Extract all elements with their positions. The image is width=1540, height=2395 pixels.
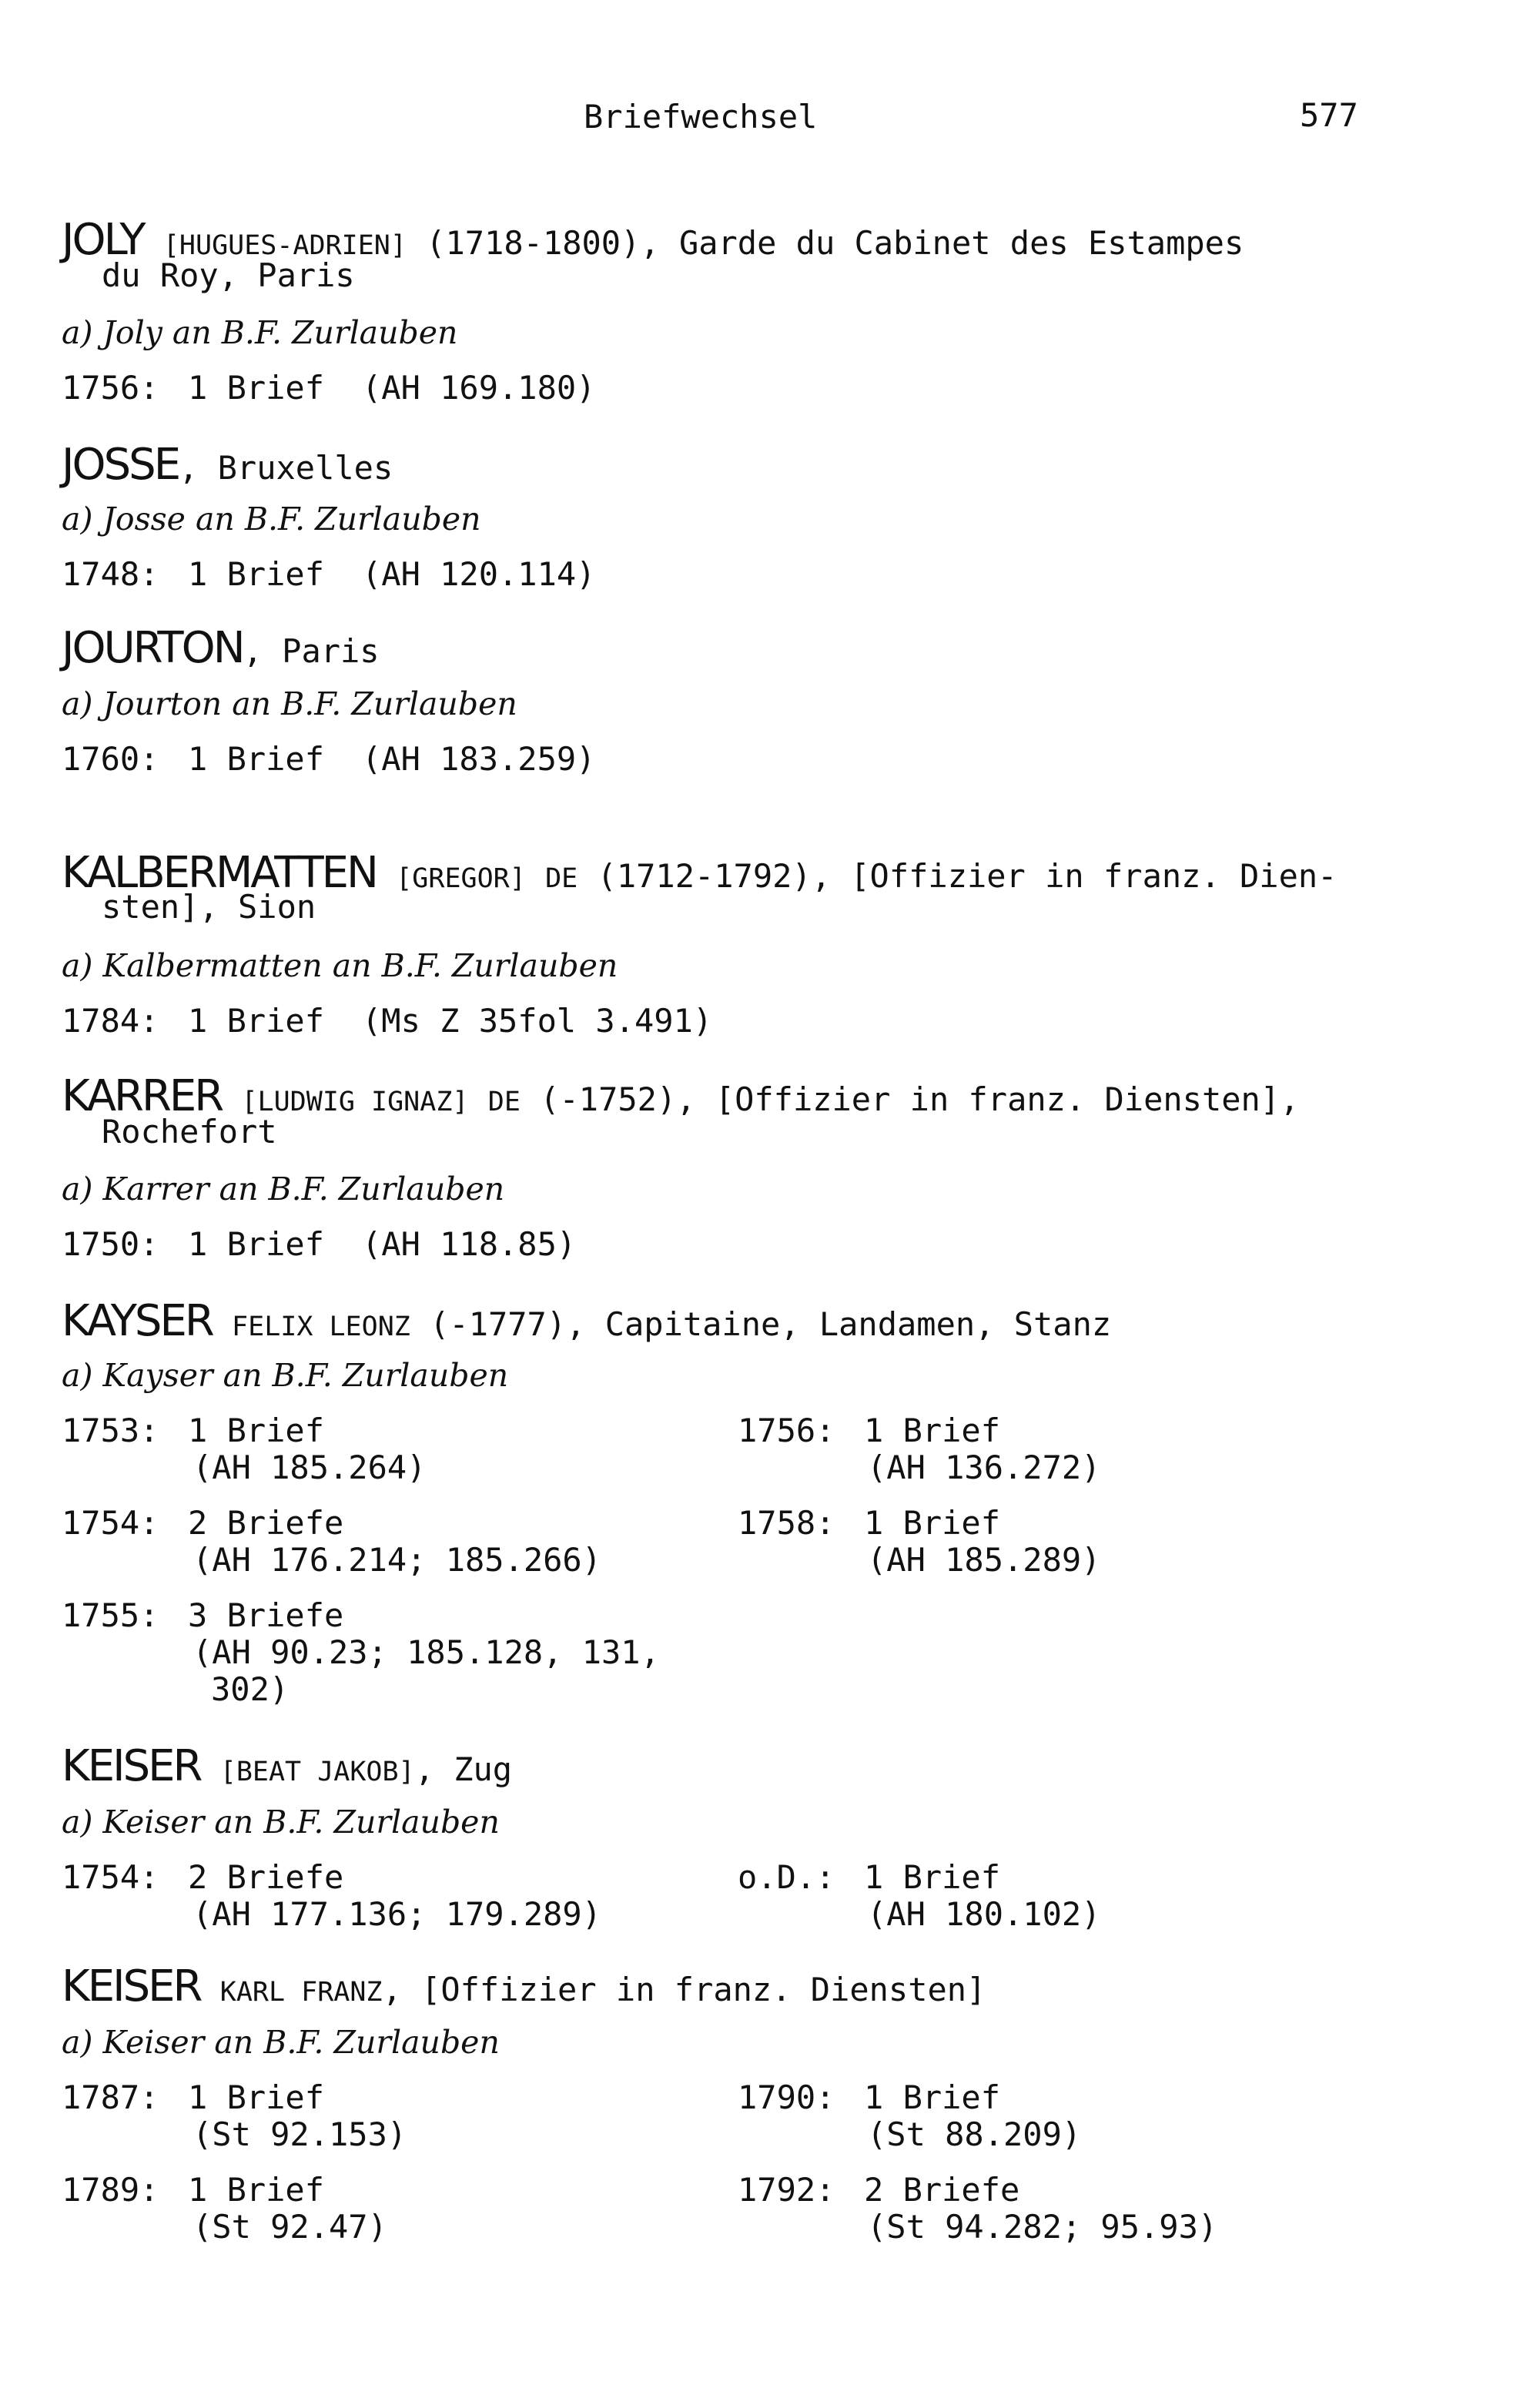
- entry-forenames: FELIX LEONZ: [232, 1311, 410, 1342]
- correspondence-line: a) Joly an B.F. Zurlauben: [62, 314, 458, 351]
- letter-reference: (AH 185.264): [192, 1449, 427, 1486]
- letter-count: 1 Brief: [188, 369, 325, 407]
- correspondence-line: a) Josse an B.F. Zurlauben: [62, 501, 481, 538]
- letter-year: o.D.:: [738, 1858, 835, 1896]
- letter-reference: (AH 136.272): [867, 1449, 1101, 1486]
- running-header-title: Briefwechsel: [584, 98, 818, 136]
- letter-count: 1 Brief: [188, 1225, 325, 1263]
- letter-reference: (St 92.153): [192, 2115, 407, 2153]
- correspondence-line: a) Karrer an B.F. Zurlauben: [62, 1171, 505, 1208]
- letter-reference: (St 94.282; 95.93): [867, 2208, 1218, 2246]
- letter-count: 1 Brief: [188, 740, 325, 778]
- letter-reference: (AH 120.114): [362, 555, 596, 593]
- letter-count: 1 Brief: [188, 1412, 325, 1449]
- letter-count: 2 Briefe: [188, 1504, 344, 1542]
- letter-year: 1754:: [62, 1858, 159, 1896]
- letter-year: 1748:: [62, 555, 159, 593]
- letter-reference: (St 88.209): [867, 2115, 1082, 2153]
- letter-count: 1 Brief: [864, 2078, 1001, 2116]
- letter-reference: (St 92.47): [192, 2208, 387, 2246]
- entry-details: (-1752), [Offizier in franz. Diensten],: [520, 1080, 1300, 1118]
- letter-year: 1787:: [62, 2078, 159, 2116]
- letter-count: 1 Brief: [188, 555, 325, 593]
- letter-count: 2 Briefe: [188, 1858, 344, 1896]
- entry-particle: DE: [545, 863, 578, 894]
- entry-name: JOSSE: [62, 440, 179, 490]
- page-number: 577: [1300, 96, 1358, 134]
- letter-year: 1756:: [62, 369, 159, 407]
- entry-continuation: du Roy, Paris: [102, 256, 355, 294]
- entry-details: , Bruxelles: [179, 449, 393, 487]
- entry-details: , [Offizier in franz. Diensten]: [382, 1971, 986, 2008]
- entry-heading-jourton: [62, 623, 380, 673]
- entry-forenames: KARL FRANZ: [219, 1977, 383, 2008]
- entry-name: KALBERMATTEN: [62, 848, 377, 898]
- entry-heading-keiser-beat-jakob: [62, 1741, 513, 1791]
- entry-forenames: [LUDWIG IGNAZ]: [241, 1087, 469, 1117]
- letter-year: 1784:: [62, 1002, 159, 1040]
- letter-count: 1 Brief: [188, 2078, 325, 2116]
- entry-heading-josse: [62, 440, 393, 490]
- correspondence-line: a) Keiser an B.F. Zurlauben: [62, 2024, 500, 2061]
- letter-reference: (AH 185.289): [867, 1541, 1101, 1579]
- entry-details: , Zug: [414, 1750, 513, 1788]
- letter-year: 1792:: [738, 2171, 835, 2209]
- letter-count: 1 Brief: [864, 1412, 1001, 1449]
- entry-forenames: [HUGUES-ADRIEN]: [162, 230, 407, 261]
- letter-count: 1 Brief: [188, 2171, 325, 2209]
- entry-continuation: sten], Sion: [102, 888, 316, 926]
- letter-reference: (Ms Z 35fol 3.491): [362, 1002, 713, 1040]
- entry-details: (1712-1792), [Offizier in franz. Dien-: [578, 857, 1337, 895]
- letter-count: 3 Briefe: [188, 1596, 344, 1634]
- entry-forenames: [BEAT JAKOB]: [219, 1757, 415, 1787]
- entry-details: , Paris: [243, 632, 380, 670]
- letter-count: 1 Brief: [864, 1504, 1001, 1542]
- entry-details: (1718-1800), Garde du Cabinet des Estampes: [406, 224, 1244, 262]
- correspondence-line: a) Kalbermatten an B.F. Zurlauben: [62, 947, 618, 984]
- correspondence-line: a) Jourton an B.F. Zurlauben: [62, 685, 517, 722]
- letter-year: 1756:: [738, 1412, 835, 1449]
- letter-year: 1750:: [62, 1225, 159, 1263]
- entry-name: JOLY: [62, 215, 144, 265]
- letter-reference: (AH 169.180): [362, 369, 596, 407]
- entry-forenames: [GREGOR]: [396, 863, 526, 894]
- letter-year: 1753:: [62, 1412, 159, 1449]
- correspondence-line: a) Kayser an B.F. Zurlauben: [62, 1357, 509, 1394]
- entry-particle: DE: [487, 1087, 521, 1117]
- letter-count: 1 Brief: [864, 1858, 1001, 1896]
- letter-reference-continuation: 302): [211, 1670, 290, 1708]
- entry-heading-keiser-karl-franz: [62, 1961, 986, 2011]
- letter-year: 1790:: [738, 2078, 835, 2116]
- entry-name: KEISER: [62, 1961, 201, 2011]
- entry-name: JOURTON: [62, 623, 243, 673]
- letter-reference: (AH 183.259): [362, 740, 596, 778]
- letter-year: 1760:: [62, 740, 159, 778]
- letter-year: 1758:: [738, 1504, 835, 1542]
- letter-year: 1789:: [62, 2171, 159, 2209]
- letter-count: 2 Briefe: [864, 2171, 1020, 2209]
- letter-reference: (AH 177.136; 179.289): [192, 1895, 602, 1933]
- entry-details: (-1777), Capitaine, Landamen, Stanz: [410, 1305, 1112, 1343]
- letter-reference: (AH 180.102): [867, 1895, 1101, 1933]
- entry-name: KARRER: [62, 1071, 223, 1121]
- letter-count: 1 Brief: [188, 1002, 325, 1040]
- letter-reference: (AH 118.85): [362, 1225, 577, 1263]
- entry-continuation: Rochefort: [102, 1113, 277, 1151]
- entry-heading-kayser: [62, 1296, 1112, 1346]
- entry-name: KAYSER: [62, 1296, 213, 1346]
- letter-reference: (AH 90.23; 185.128, 131,: [192, 1633, 660, 1671]
- letter-year: 1754:: [62, 1504, 159, 1542]
- letter-reference: (AH 176.214; 185.266): [192, 1541, 602, 1579]
- correspondence-line: a) Keiser an B.F. Zurlauben: [62, 1804, 500, 1841]
- entry-name: KEISER: [62, 1741, 201, 1791]
- letter-year: 1755:: [62, 1596, 159, 1634]
